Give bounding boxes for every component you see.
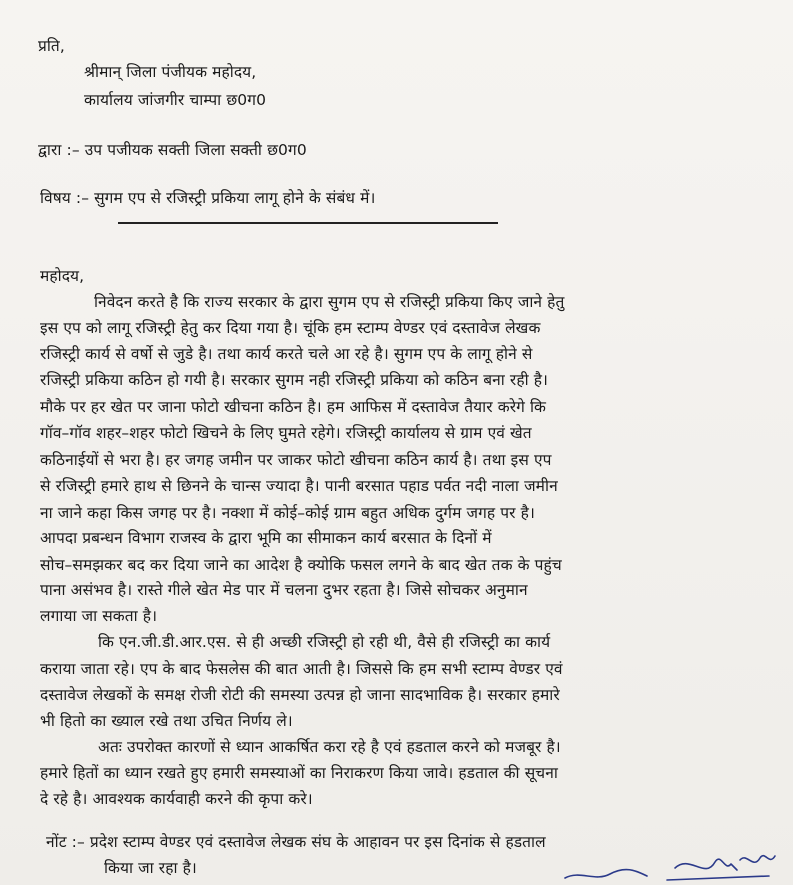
recipient-line-2: कार्यालय जांजगीर चाम्पा छ0ग0	[84, 91, 267, 109]
body-line: निवेदन करते है कि राज्य सरकार के द्वारा सुगम एप से रजिस्ट्री प्रकिया किए जाने हेतु	[94, 293, 565, 311]
subject-line: विषय :– सुगम एप से रजिस्ट्री प्रकिया लागू होने के संबंध में।	[40, 189, 376, 207]
note-line: किया जा रहा है।	[104, 859, 197, 877]
body-line: अतः उपरोक्त कारणों से ध्यान आकर्षित करा रहे है एवं हडताल करने को मजबूर है।	[98, 738, 561, 756]
body-line: कठिनाईयों से भरा है। हर जगह जमीन पर जाकर फोटो खीचना कठिन कार्य है। तथा इस एप	[40, 451, 552, 469]
body-line: गॉव–गॉव शहर–शहर फोटो खिचने के लिए घुमते रहेगे। रजिस्ट्री कार्यालय से ग्राम एवं खेत	[40, 424, 532, 442]
body-line: सोच–समझकर बद कर दिया जाने का आदेश है क्योकि फसल लगने के बाद खेत तक के पहुंच	[40, 556, 562, 574]
body-line: लगाया जा सकता है।	[40, 607, 158, 625]
body-line: इस एप को लागू रजिस्ट्री हेतु कर दिया गया है। चूंकि हम स्टाम्प वेण्डर एवं दस्तावेज लेखक	[40, 319, 541, 337]
body-line: कराया जाता रहे। एप के बाद फेसलेस की बात आती है। जिससे कि हम सभी स्टाम्प वेण्डर एवं	[40, 660, 563, 678]
body-line: से रजिस्ट्री हमारे हाथ से छिनने के चान्स ज्यादा है। पानी बरसात पहाड पर्वत नदी नाला जमीन	[40, 477, 558, 495]
body-line: रजिस्ट्री प्रकिया कठिन हो गयी है। सरकार सुगम नही रजिस्ट्री प्रकिया को कठिन बना रही है।	[40, 371, 549, 389]
body-line: दस्तावेज लेखकों के समक्ष रोजी रोटी की समस्या उत्पन्न हो जाना सादभाविक है। सरकार हमारे	[40, 686, 560, 704]
handwritten-signature	[555, 840, 780, 885]
body-line: पाना असंभव है। रास्ते गीले खेत मेड पार में चलना दुभर रहता है। जिसे सोचकर अनुमान	[40, 581, 528, 599]
subject-underline	[118, 222, 498, 224]
body-line: आपदा प्रबन्धन विभाग राजस्व के द्वारा भूमि का सीमाकन कार्य बरसात के दिनों में	[40, 529, 492, 547]
note-line: नोंट :– प्रदेश स्टाम्प वेण्डर एवं दस्तावेज लेखक संघ के आहावन पर इस दिनांक से हडताल	[46, 833, 546, 851]
body-line: दे रहे है। आवश्यक कार्यवाही करने की कृपा करे।	[40, 790, 313, 808]
address-prati: प्रति,	[38, 37, 65, 55]
body-line: रजिस्ट्री कार्य से वर्षो से जुडे है। तथा कार्य करते चले आ रहे है। सुगम एप के लागू होने से	[40, 345, 533, 363]
salutation: महोदय,	[40, 267, 85, 285]
body-line: कि एन.जी.डी.आर.एस. से ही अच्छी रजिस्ट्री हो रही थी, वैसे ही रजिस्ट्री का कार्य	[98, 633, 551, 651]
body-line: हमारे हितों का ध्यान रखते हुए हमारी समस्याओं का निराकरण किया जावे। हडताल की सूचना	[40, 764, 558, 782]
body-line: मौके पर हर खेत पर जाना फोटो खीचना कठिन है। हम आफिस में दस्तावेज तैयार करेगे कि	[40, 398, 547, 416]
body-line: भी हितो का ख्याल रखे तथा उचित निर्णय ले।	[40, 712, 293, 730]
through-line: द्वारा :– उप पजीयक सक्ती जिला सक्ती छ0ग0	[38, 141, 307, 159]
recipient-line-1: श्रीमान् जिला पंजीयक महोदय,	[84, 63, 257, 81]
body-line: ना जाने कहा किस जगह पर है। नक्शा में कोई–कोई ग्राम बहुत अधिक दुर्गम जगह पर है।	[40, 504, 535, 522]
